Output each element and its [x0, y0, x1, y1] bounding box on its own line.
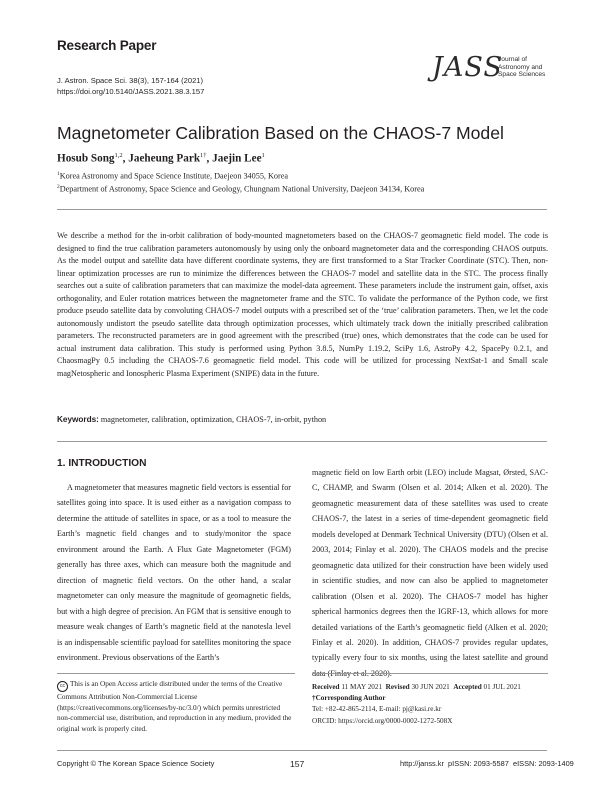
paper-title: Magnetometer Calibration Based on the CHAOS-7 Model [57, 123, 504, 143]
doi-link[interactable]: https://doi.org/10.5140/JASS.2021.38.3.157 [57, 87, 205, 96]
received-date: 11 MAY 2021 [341, 683, 383, 691]
author-affiliation-mark: 1 [261, 152, 265, 159]
body-column-right: magnetic field on low Earth orbit (LEO) include Magsat, Ørsted, SAC-C, CHAMP, and Swarm (Olsen et al. 2014; Alken et al. 2020). The geomagnetic measurement data of these satellites was used to create CHAOS-7, the latest in a series of time-dependent geomagnetic field models developed at Denmark Technical University (DTU) (Olsen et al. 2003, 2014; Finlay et al. 2020). The CHAOS models and the precise geomagnetic data utilized for their construction have been widely used in scientific studies, and now can also be applied to magnetometer calibration (Olsen et al. 2020). The CHAOS-7 model has higher spherical harmonics degrees then the IGRF-13, which allows for more detailed variations of the Earth’s geomagnetic field (Alken et al. 2020; Finlay et al. 2020). In addition, CHAOS-7 provides regular updates, typically every four to six months, using the latest satellite and ground data (Finlay et al. 2020). [312, 468, 548, 678]
keywords [57, 415, 548, 424]
divider [312, 673, 548, 674]
abstract: We describe a method for the in-orbit calibration of body-mounted magnetometers based on the CHAOS-7 geomagnetic field model. The code is designed to find the true calibration parameters autonomously by using only the onboard magnetometer data and the corresponding CHAOS outputs. As the model output and satellite data have different coordinate systems, they are first transformed to a Star Tracker Coordinate (STC). Then, non-linear optimization processes are run to minimize the differences between the CHAOS-7 model and satellite data in the STC. The process finally searches out a suite of calibration parameters that can maximize the model-data agreement. These parameters include the instrument gain, offset, axis orthogonality, and Euler rotation matrices between the magnetometer frame and the STC. To validate the performance of the Python code, we first produce pseudo satellite data by convoluting CHAOS-7 model outputs with a prescribed set of the ‘true’ calibration parameters. Then, we let the code autonomously undistort the pseudo satellite data through optimization processes, which ultimately track down the initially prescribed calibration parameters. The reconstructed parameters are in good agreement with the prescribed (true) ones, which demonstrates that the code can be used for actual instrument data calibration. This study is performed using Python 3.8.5, NumPy 1.19.2, SciPy 1.6, AstroPy 4.2, SpacePy 0.2.1, and ChaosmagPy 0.5 including the CHAOS-7.6 geomagnetic field model. This code will be utilized for processing NextSat-1 and Small scale magNetospheric and Ionospheric Plasma Experiment (SNIPE) data in the future. [57, 231, 548, 378]
keywords-label: Keywords: [57, 415, 99, 424]
author-name: Hosub Song [57, 152, 115, 165]
accepted-label: Accepted [453, 683, 482, 691]
affiliation-mark: 1 [57, 171, 60, 177]
affiliation [57, 184, 424, 194]
article-type-label: Research Paper [57, 38, 157, 53]
journal-citation: J. Astron. Space Sci. 38(3), 157-164 (2021) [57, 76, 204, 85]
section-heading: 1. INTRODUCTION [57, 458, 147, 469]
author-name: Jaeheung Park [128, 152, 201, 165]
issn-info: http://janss.kr pISSN: 2093-5587 eISSN: 2093-1409 [400, 759, 574, 768]
revised-date: 30 JUN 2021 [411, 683, 450, 691]
received-label: Received [312, 683, 340, 691]
journal-logo-line: Journal of [498, 56, 527, 63]
author-list: Hosub Song$^{1,2}$, Jaeheung Park$^{1\dagger}$, Jaejin Lee$^1$ [57, 152, 265, 165]
affiliation-text: Department of Astronomy, Space Science and Geology, Chungnam National University, Daejeon 34134, Korea [59, 184, 425, 194]
keywords-text: magnetometer, calibration, optimization, CHAOS-7, in-orbit, python [100, 415, 327, 424]
contact-info: Tel: +82-42-865-2114, E-mail: pj@kasi.re.kr [312, 705, 442, 714]
article-history [312, 682, 552, 727]
date-line [312, 682, 552, 693]
page-number: 157 [290, 759, 305, 769]
body-column-left: A magnetometer that measures magnetic field vectors is essential for satellites going into space. It is used either as a navigation compass to determine the attitude of satellites in space, or as a tool to measure the Earth’s magnetic field changes and to study/monitor the space environment around the Earth. A Flux Gate Magnetometer (FGM) generally has three axes, which can measure both the magnitude and direction of magnetic field vectors. On the other hand, a scalar magnetometer can only measure the magnitude of geomagnetic fields, but with a high degree of precision. An FGM that is sensitive enough to measure weak changes of Earth’s magnetic field at the nanotesla level is an indispensable scientific payload for satellites monitoring the space environment. Previous observations of the Earth’s [57, 483, 291, 662]
author-affiliation-mark: 1,2 [114, 152, 123, 159]
divider [57, 441, 547, 442]
affiliation-mark: 2 [57, 184, 60, 190]
revised-label: Revised [385, 683, 410, 691]
creative-commons-icon: cc [57, 681, 68, 692]
license-text: This is an Open Access article distributed under the terms of the Creative Commons Attribution Non-Commercial License (https://creativecommons.org/licenses/by-nc/3.0/) which permits unrestricted non-commercial use, distribution, and reproduction in any medium, provided the original work is properly cited. [57, 680, 292, 734]
divider [57, 673, 295, 674]
journal-logo [432, 54, 552, 92]
affiliation-text: Korea Astronomy and Space Science Institute, Daejeon 34055, Korea [59, 171, 289, 181]
divider [57, 209, 547, 210]
author-affiliation-mark: 1† [200, 152, 207, 159]
divider [57, 750, 547, 751]
copyright-notice: Copyright © The Korean Space Science Society [57, 759, 215, 768]
author-name: Jaejin Lee [212, 152, 262, 165]
affiliation [57, 171, 288, 181]
journal-logo-line: Astronomy and [498, 63, 543, 71]
accepted-date: 01 JUL 2021 [483, 683, 521, 691]
corresponding-author-label: †Corresponding Author [312, 694, 386, 703]
journal-logo-line: Space Sciences [498, 71, 546, 78]
orcid-link[interactable]: ORCID: https://orcid.org/0000-0002-1272-508X [312, 716, 453, 725]
license-notice [57, 679, 295, 735]
journal-logo-mark: JASS [432, 52, 503, 83]
